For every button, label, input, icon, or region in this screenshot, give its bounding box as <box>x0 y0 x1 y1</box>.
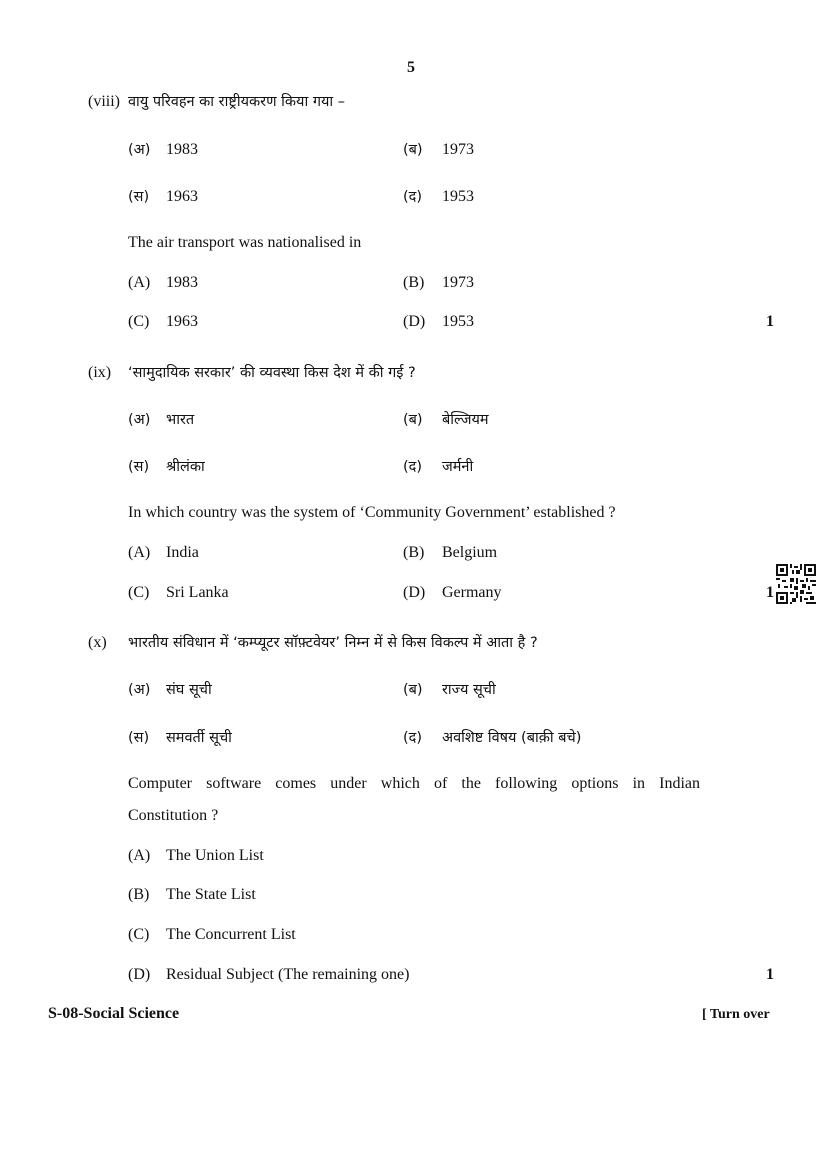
option-label: (स) <box>128 189 150 205</box>
marks: 1 <box>766 313 774 330</box>
question-english: The air transport was nationalised in <box>128 234 362 251</box>
option-text: The Concurrent List <box>166 926 296 943</box>
option-label: (द) <box>403 459 423 475</box>
option-text: बेल्जियम <box>442 412 489 428</box>
question-number: (x) <box>88 634 107 651</box>
option-text: भारत <box>166 412 195 428</box>
option-text: जर्मनी <box>442 459 474 475</box>
option-text: 1983 <box>166 141 198 158</box>
option-label: (C) <box>128 926 150 943</box>
option-label: (C) <box>128 584 150 601</box>
question-hindi: वायु परिवहन का राष्ट्रीयकरण किया गया – <box>128 94 346 110</box>
question-hindi: ‘सामुदायिक सरकार’ की व्यवस्था किस देश में की गई ? <box>128 365 416 381</box>
option-label: (A) <box>128 544 151 561</box>
qr-code-icon <box>776 564 816 604</box>
option-label: (द) <box>403 189 423 205</box>
option-text: संघ सूची <box>166 682 212 698</box>
option-label: (ब) <box>403 682 423 698</box>
option-text: The State List <box>166 886 256 903</box>
option-label: (अ) <box>128 142 151 158</box>
option-text: Residual Subject (The remaining one) <box>166 966 410 983</box>
option-label: (D) <box>403 313 426 330</box>
option-text: 1973 <box>442 274 474 291</box>
option-label: (D) <box>403 584 426 601</box>
option-text: 1953 <box>442 188 474 205</box>
option-text: Germany <box>442 584 502 601</box>
option-text: Belgium <box>442 544 498 561</box>
option-label: (द) <box>403 730 423 746</box>
footer-subject-code: S-08-Social Science <box>48 1005 180 1022</box>
option-label: (स) <box>128 459 150 475</box>
option-label: (B) <box>403 544 425 561</box>
question-english-line1: Computer software comes under which of the following options in Indian <box>128 775 700 792</box>
option-text: राज्य सूची <box>442 682 496 698</box>
option-label: (A) <box>128 274 151 291</box>
question-hindi: भारतीय संविधान में ‘कम्प्यूटर सॉफ़्टवेयर’ निम्न में से किस विकल्प में आता है ? <box>128 635 538 651</box>
question-english: In which country was the system of ‘Community Government’ established ? <box>128 504 616 521</box>
option-label: (अ) <box>128 682 151 698</box>
option-label: (स) <box>128 730 150 746</box>
question-number: (ix) <box>88 364 112 381</box>
marks: 1 <box>766 584 774 601</box>
question-english-line2: Constitution ? <box>128 807 219 824</box>
option-text: Sri Lanka <box>166 584 229 601</box>
option-label: (B) <box>403 274 425 291</box>
option-text: 1983 <box>166 274 198 291</box>
option-text: समवर्ती सूची <box>166 730 232 746</box>
option-label: (B) <box>128 886 150 903</box>
page-number: 5 <box>407 59 415 76</box>
footer-turn-over: [ Turn over <box>702 1007 770 1022</box>
option-label: (A) <box>128 847 151 864</box>
option-text: अवशिष्ट विषय (बाक़ी बचे) <box>442 730 582 746</box>
question-number: (viii) <box>88 93 120 110</box>
option-label: (ब) <box>403 142 423 158</box>
option-label: (D) <box>128 966 151 983</box>
option-label: (C) <box>128 313 150 330</box>
marks: 1 <box>766 966 774 983</box>
option-text: 1953 <box>442 313 474 330</box>
option-text: The Union List <box>166 847 264 864</box>
option-text: श्रीलंका <box>166 459 205 475</box>
option-text: 1963 <box>166 313 198 330</box>
option-label: (ब) <box>403 412 423 428</box>
option-text: India <box>166 544 199 561</box>
option-text: 1963 <box>166 188 198 205</box>
option-text: 1973 <box>442 141 474 158</box>
option-label: (अ) <box>128 412 151 428</box>
